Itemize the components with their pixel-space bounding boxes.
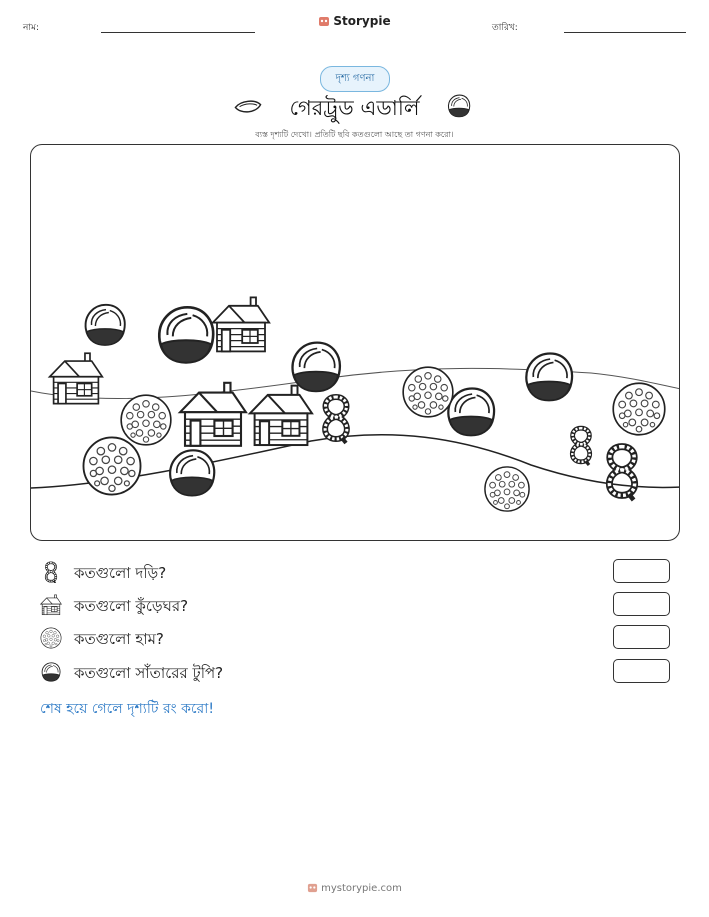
swim-cap [287, 337, 345, 397]
storypie-logo-icon [318, 15, 330, 27]
category-badge: দৃশ্য গণনা [320, 66, 390, 92]
swim-cap-icon [40, 661, 62, 683]
question-text: কতগুলো দড়ি? [74, 564, 167, 582]
date-label: তারিখ: [492, 23, 518, 33]
cabin [211, 295, 271, 355]
footer-url[interactable]: mystorypie.com [321, 883, 402, 894]
answer-box-sweat[interactable] [613, 625, 670, 649]
name-line[interactable] [101, 32, 255, 33]
rope-icon [40, 561, 62, 583]
brand-name: Storypie [333, 14, 391, 28]
swim-cap [153, 301, 219, 369]
cabin [47, 351, 105, 407]
question-text: কতগুলো হাম? [74, 630, 164, 648]
sweat-icon [40, 627, 62, 649]
instructions: ব্যস্ত দৃশ্যটি দেখো। প্রতিটি ছবি কতগুলো আছে তা গণনা করো। [255, 130, 454, 139]
brand [0, 14, 709, 28]
sweat [81, 435, 143, 497]
swim-cap [165, 445, 219, 501]
question-cabin [40, 592, 680, 618]
name-label: নাম: [23, 23, 40, 33]
date-line[interactable] [564, 32, 686, 33]
sweat [483, 465, 531, 513]
page-title: গেরট্রুড এডার্লি [289, 96, 420, 120]
swim-cap [81, 300, 129, 350]
footer [0, 882, 709, 894]
swim-cap-title-icon [446, 93, 472, 119]
question-swim-cap [40, 659, 680, 685]
rope [311, 389, 361, 447]
sweat [611, 381, 667, 437]
answer-box-rope[interactable] [613, 559, 670, 583]
question-sweat [40, 625, 680, 651]
scene-panel [30, 144, 680, 541]
sweat [401, 365, 455, 419]
cabin-icon [40, 594, 62, 616]
storypie-footer-logo-icon [307, 882, 318, 893]
swim-cap [521, 348, 577, 406]
question-rope [40, 559, 680, 585]
answer-box-cabin[interactable] [613, 592, 670, 616]
coloring-note: শেষ হয়ে গেলে দৃশ্যটি রং করো! [40, 701, 214, 717]
answer-box-swim-cap[interactable] [613, 659, 670, 683]
question-text: কতগুলো সাঁতারের টুপি? [74, 664, 224, 682]
rope [593, 435, 651, 507]
cabin [177, 380, 249, 450]
question-text: কতগুলো কুঁড়েঘর? [74, 597, 189, 615]
